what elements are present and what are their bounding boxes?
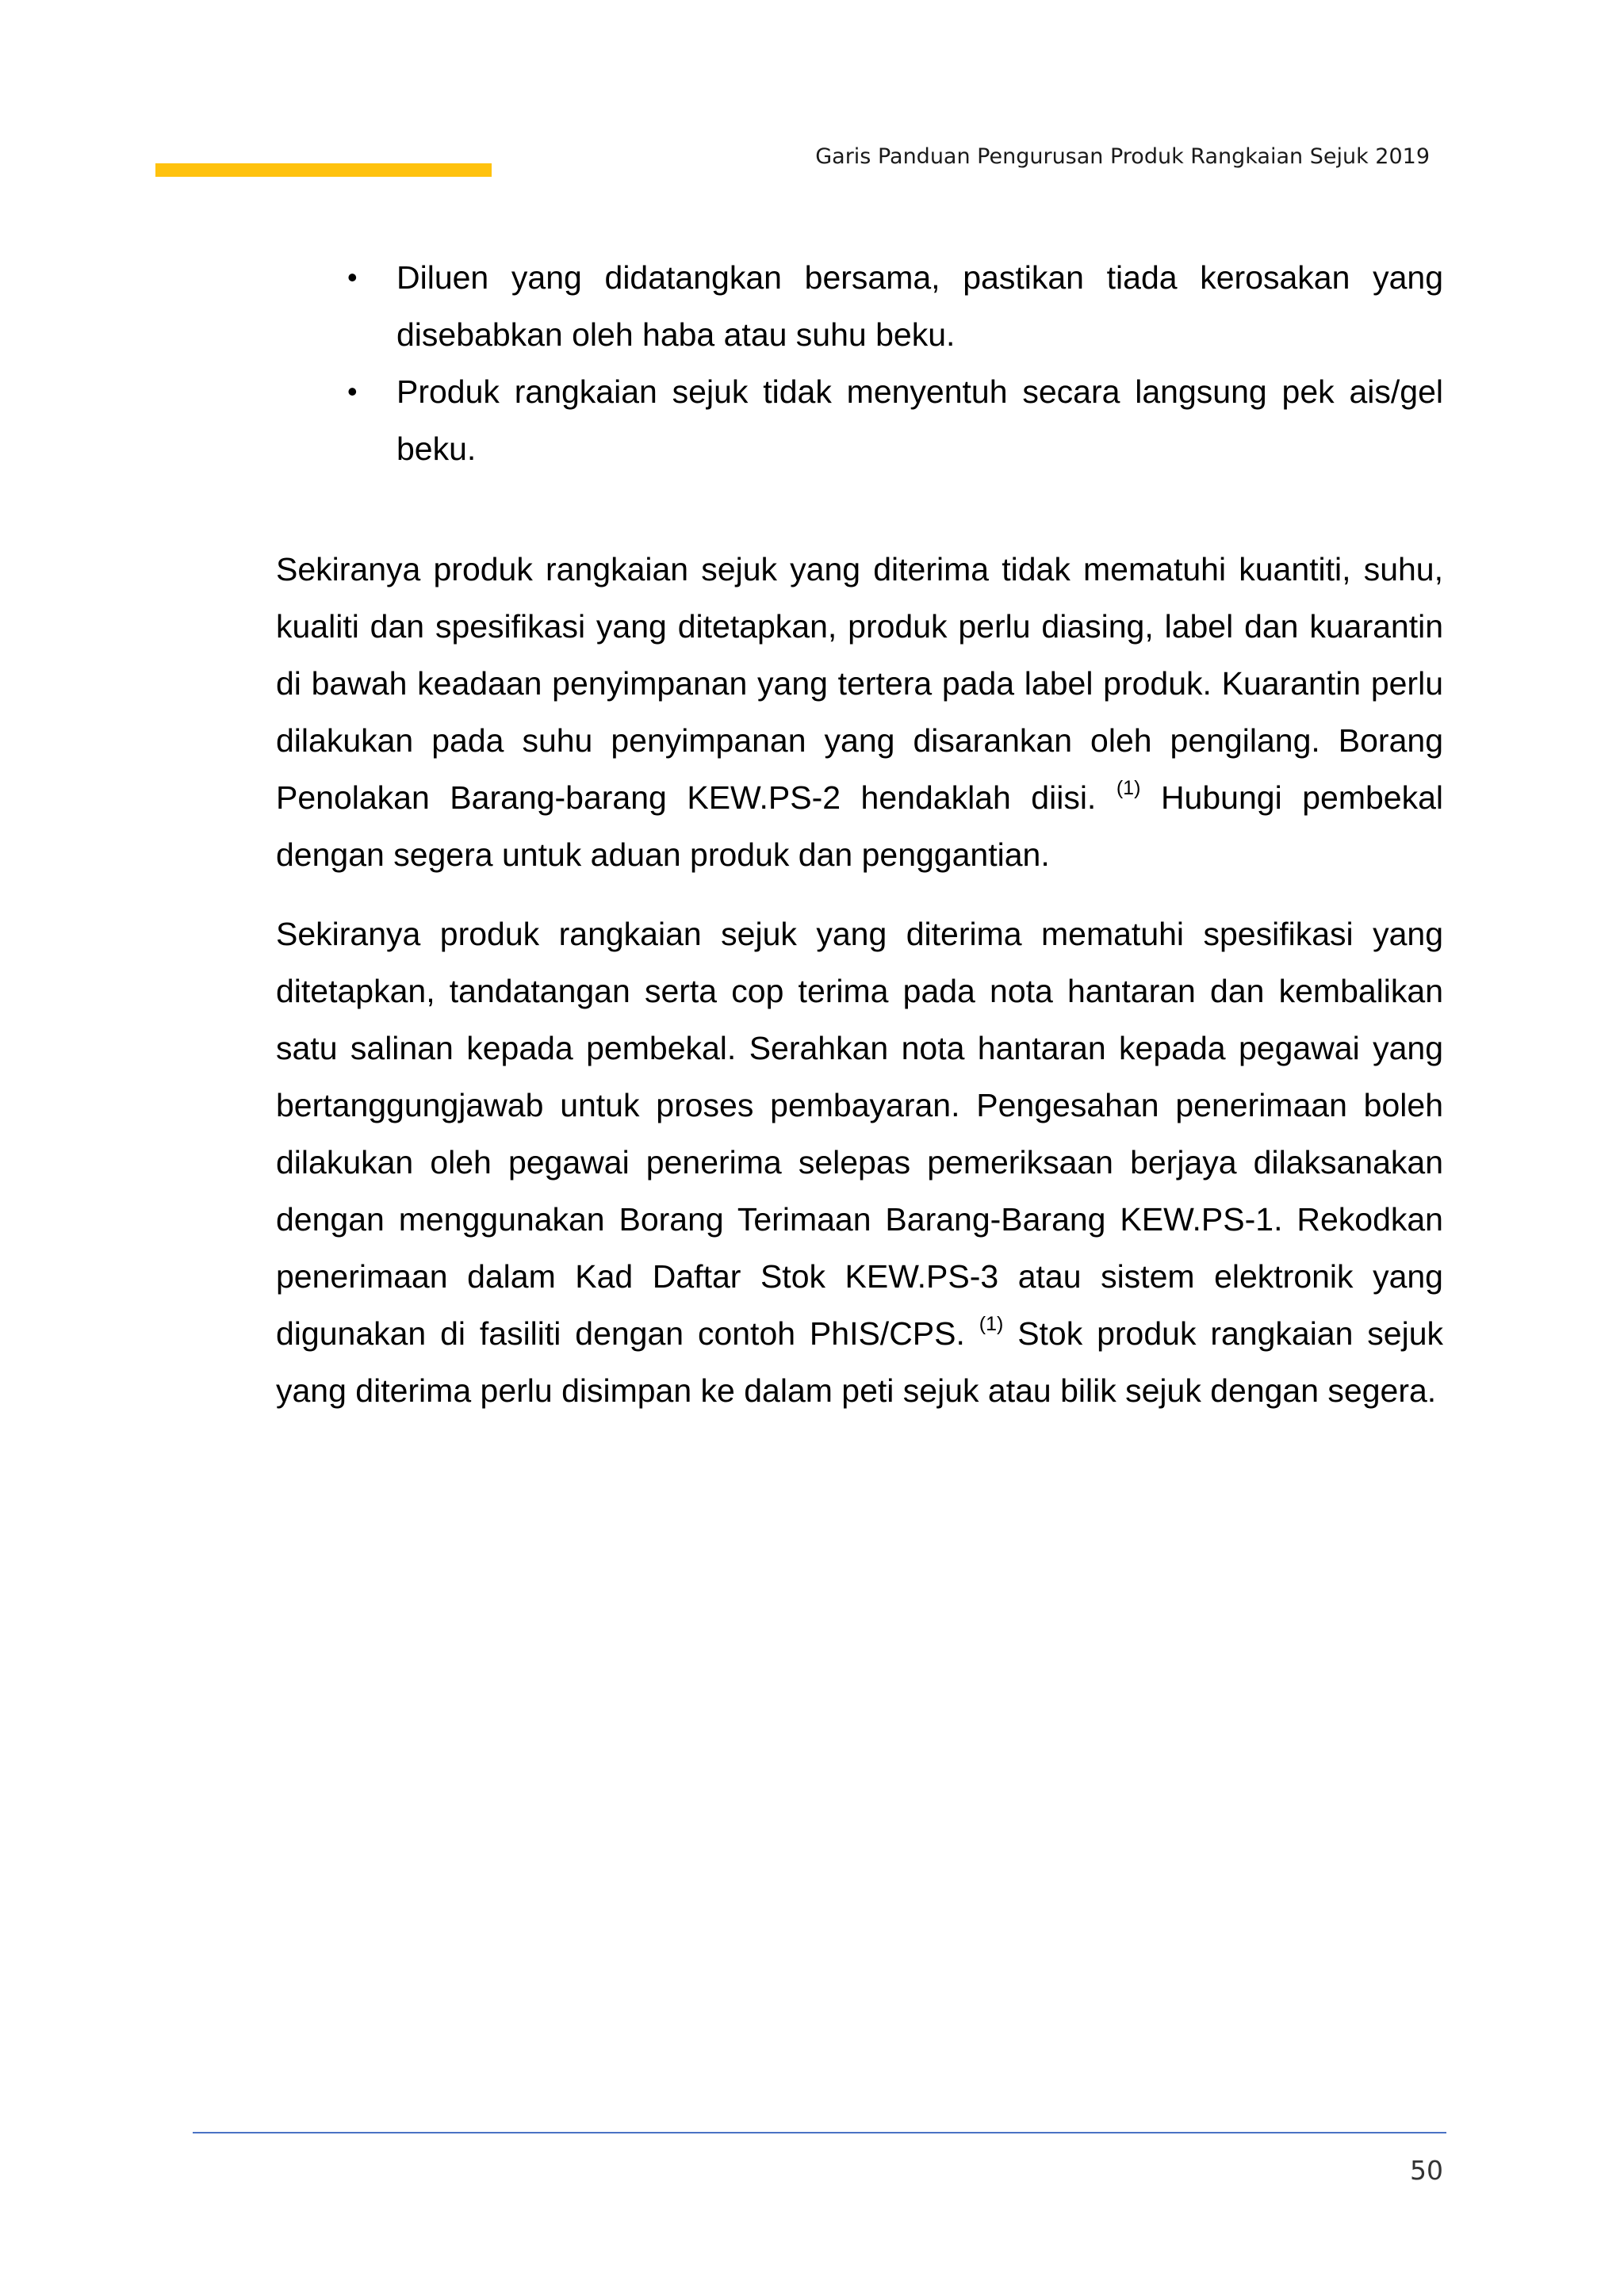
- paragraph-text: Hubungi pembekal dengan segera untuk aduan produk dan penggantian.: [276, 779, 1443, 873]
- paragraph-acceptance: [276, 905, 1443, 1419]
- bullet-item: [339, 249, 1443, 363]
- bullet-dot-icon: •: [347, 375, 358, 408]
- footnote-reference: (1): [1116, 777, 1141, 799]
- footer-divider: [193, 2132, 1446, 2133]
- bullet-item: [339, 363, 1443, 477]
- page-number: 50: [1410, 2155, 1443, 2186]
- bullet-dot-icon: •: [347, 261, 358, 293]
- paragraph-text: Sekiranya produk rangkaian sejuk yang diterima mematuhi spesifikasi yang ditetapkan, tandatangan serta cop terima pada nota hantaran dan kembalikan satu salinan kepada pembekal. Serahkan nota hantaran kepada pegawai yang bertanggungjawab untuk proses pembayaran. Pengesahan penerimaan boleh dilakukan oleh pegawai penerima selepas pemeriksaan berjaya dilaksanakan dengan menggunakan Borang Terimaan Barang-Barang KEW.PS-1. Rekodkan penerimaan dalam Kad Daftar Stok KEW.PS-3 atau sistem elektronik yang digunakan di fasiliti dengan contoh PhIS/CPS.: [276, 916, 1443, 1352]
- running-header-title: Garis Panduan Pengurusan Produk Rangkaian Sejuk 2019: [815, 144, 1430, 169]
- paragraph-text: Stok produk rangkaian sejuk yang diterima perlu disimpan ke dalam peti sejuk atau bilik sejuk dengan segera.: [276, 1315, 1443, 1409]
- bullet-list: [339, 249, 1443, 477]
- header-accent-bar: [155, 163, 492, 177]
- paragraph-text: Sekiranya produk rangkaian sejuk yang diterima tidak mematuhi kuantiti, suhu, kualiti dan spesifikasi yang ditetapkan, produk perlu diasing, label dan kuarantin di bawah keadaan penyimpanan yang tertera pada label produk. Kuarantin perlu dilakukan pada suhu penyimpanan yang disarankan oleh pengilang. Borang Penolakan Barang-barang KEW.PS-2 hendaklah diisi.: [276, 551, 1443, 816]
- bullet-text: Produk rangkaian sejuk tidak menyentuh secara langsung pek ais/gel beku.: [396, 373, 1443, 467]
- bullet-text: Diluen yang didatangkan bersama, pastikan tiada kerosakan yang disebabkan oleh haba atau suhu beku.: [396, 259, 1443, 353]
- paragraph-rejection: [276, 541, 1443, 883]
- footnote-reference: (1): [979, 1313, 1004, 1335]
